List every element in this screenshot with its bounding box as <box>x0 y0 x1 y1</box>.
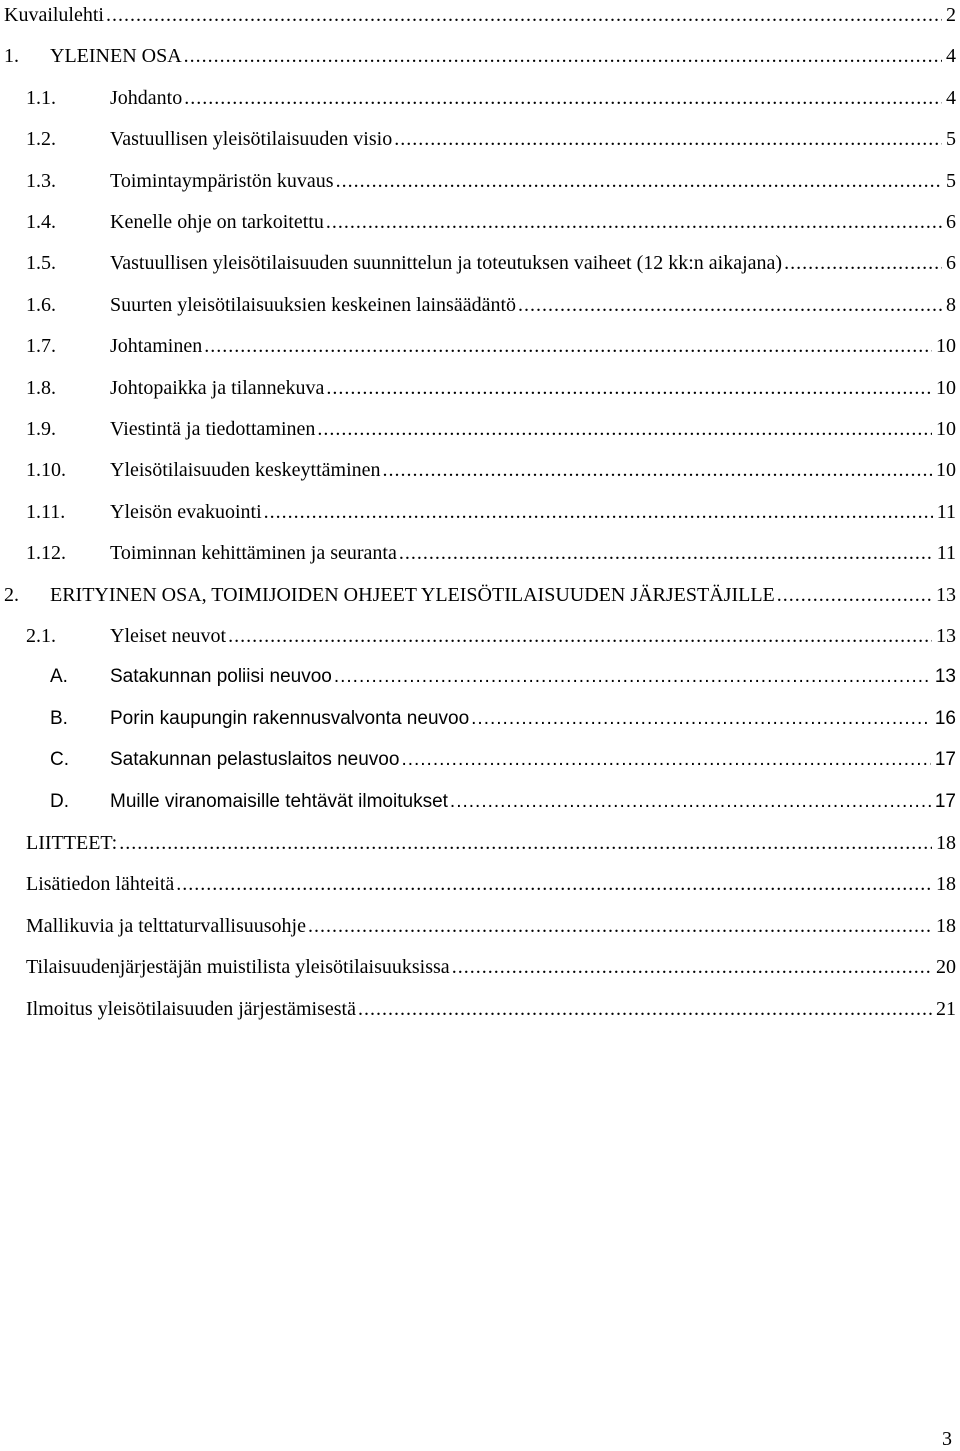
toc-entry-title: Muille viranomaisille tehtävät ilmoitukset <box>110 790 448 812</box>
toc-entry[interactable] <box>26 124 956 154</box>
toc-entry[interactable] <box>26 497 956 527</box>
dot-leader <box>471 704 931 734</box>
toc-entry-title: Yleisötilaisuuden keskeyttäminen <box>110 459 381 482</box>
toc-entry[interactable] <box>4 0 956 30</box>
toc-entry-title: Tilaisuudenjärjestäjän muistilista yleisötilaisuuksissa <box>26 956 450 979</box>
toc-entry-title: Mallikuvia ja telttaturvallisuusohje <box>26 914 306 937</box>
toc-entry[interactable] <box>26 869 956 899</box>
dot-leader <box>119 828 932 858</box>
toc-entry-page: 10 <box>936 376 956 399</box>
dot-leader <box>308 911 932 941</box>
toc-entry-number: 1.9. <box>26 418 56 440</box>
toc-entry-number: 1.3. <box>26 169 56 192</box>
toc-entry[interactable] <box>26 290 956 320</box>
toc-entry-number: 1.1. <box>26 86 56 109</box>
toc-entry-page: 5 <box>946 128 956 151</box>
toc-entry[interactable] <box>26 373 956 403</box>
dot-leader <box>401 745 930 775</box>
toc-entry[interactable] <box>26 621 956 651</box>
toc-entry-title: Ilmoitus yleisötilaisuuden järjestämisestä <box>26 997 356 1020</box>
dot-leader <box>383 455 933 485</box>
toc-entry-page: 18 <box>936 873 956 896</box>
toc-entry[interactable] <box>26 166 956 196</box>
toc-entry[interactable] <box>26 538 956 568</box>
toc-entry-page: 10 <box>936 459 956 482</box>
toc-entry[interactable] <box>26 828 956 858</box>
toc-entry-page: 4 <box>946 86 956 109</box>
toc-entry-title: Vastuullisen yleisötilaisuuden suunnittelun ja toteutuksen vaiheet (12 kk:n aikajana) <box>110 252 783 275</box>
toc-entry-number: 1.8. <box>26 376 56 399</box>
toc-entry-title: Kuvailulehti <box>4 4 104 26</box>
toc-entry[interactable] <box>26 952 956 982</box>
toc-entry-page: 5 <box>946 169 956 192</box>
dot-leader <box>334 662 931 692</box>
toc-entry-title: Johtopaikka ja tilannekuva <box>110 376 325 399</box>
toc-entry-title: Satakunnan pelastuslaitos neuvoo <box>110 749 400 771</box>
toc-entry-number: 1.11. <box>26 500 66 523</box>
toc-entry[interactable] <box>50 745 956 775</box>
toc-entry-number: 1.7. <box>26 335 56 358</box>
toc-entry-number: B. <box>50 707 68 729</box>
toc-entry-number: D. <box>50 790 69 812</box>
toc-entry-title: Toimintaympäristön kuvaus <box>110 169 334 192</box>
toc-entry-title: Yleisön evakuointi <box>110 500 262 523</box>
toc-entry-page: 11 <box>936 500 956 523</box>
dot-leader <box>336 166 942 196</box>
dot-leader <box>784 248 942 278</box>
toc-entry-title: Vastuullisen yleisötilaisuuden visio <box>110 128 393 151</box>
dot-leader <box>452 952 932 982</box>
toc-entry-number: 2. <box>4 583 19 606</box>
dot-leader <box>317 414 932 444</box>
toc-entry-number: 1.12. <box>26 542 66 565</box>
toc-entry-page: 18 <box>936 914 956 937</box>
toc-entry-page: 17 <box>934 749 956 771</box>
dot-leader <box>394 124 942 154</box>
toc-entry-title: Satakunnan poliisi neuvoo <box>110 666 332 688</box>
toc-entry-number: 1.6. <box>26 293 56 316</box>
dot-leader <box>450 787 931 817</box>
toc-entry-page: 13 <box>934 666 956 688</box>
toc-entry[interactable] <box>26 248 956 278</box>
toc-entry-title: Kenelle ohje on tarkoitettu <box>110 211 324 233</box>
toc-entry-title: Toiminnan kehittäminen ja seuranta <box>110 542 397 565</box>
toc-entry-number: 1.2. <box>26 128 56 151</box>
toc-entry-title: Johtaminen <box>110 335 203 358</box>
toc-entry[interactable] <box>26 83 956 113</box>
toc-entry-page: 8 <box>946 293 956 316</box>
dot-leader <box>264 497 933 527</box>
toc-entry[interactable] <box>26 994 956 1024</box>
toc-entry-number: 1. <box>4 45 19 68</box>
toc-entry-page: 13 <box>936 583 956 606</box>
dot-leader <box>358 994 932 1024</box>
toc-entry-page: 11 <box>936 542 956 565</box>
dot-leader <box>777 580 932 610</box>
toc-entry[interactable] <box>50 662 956 692</box>
toc-entry-number: 1.5. <box>26 252 56 275</box>
toc-entry[interactable] <box>26 455 956 485</box>
toc-entry-page: 6 <box>946 252 956 275</box>
toc-entry-number: 1.10. <box>26 459 66 482</box>
toc-entry-title: Porin kaupungin rakennusvalvonta neuvoo <box>110 707 470 729</box>
toc-entry-title: Johdanto <box>110 86 183 109</box>
toc-entry-number: 2.1. <box>26 625 56 647</box>
toc-entry[interactable] <box>26 207 956 237</box>
toc-entry-page: 18 <box>936 832 956 854</box>
dot-leader <box>518 290 942 320</box>
toc-entry[interactable] <box>50 704 956 734</box>
dot-leader <box>326 373 932 403</box>
dot-leader <box>326 207 942 237</box>
toc-entry-page: 10 <box>936 335 956 358</box>
toc-entry-page: 21 <box>936 997 956 1020</box>
toc-entry-number: A. <box>50 666 68 688</box>
toc-entry-title: LIITTEET: <box>26 832 118 854</box>
toc-entry[interactable] <box>26 414 956 444</box>
toc-entry-page: 13 <box>936 625 956 647</box>
dot-leader <box>184 83 942 113</box>
toc-entry[interactable] <box>50 787 956 817</box>
dot-leader <box>204 331 932 361</box>
toc-entry-page: 17 <box>934 790 956 812</box>
toc-entry-title: Lisätiedon lähteitä <box>26 873 175 896</box>
toc-entry-number: C. <box>50 749 69 771</box>
toc-entry-title: YLEINEN OSA <box>50 45 182 68</box>
toc-entry[interactable] <box>4 41 956 71</box>
toc-entry-page: 2 <box>946 4 956 26</box>
toc-entry-number: 1.4. <box>26 211 56 233</box>
dot-leader <box>106 0 942 30</box>
toc-entry-page: 10 <box>936 418 956 440</box>
toc-entry-title: Suurten yleisötilaisuuksien keskeinen lainsäädäntö <box>110 293 517 316</box>
toc-entry-page: 16 <box>934 707 956 729</box>
toc-entry-page: 6 <box>946 211 956 233</box>
dot-leader <box>399 538 933 568</box>
page-number: 3 <box>942 1428 952 1450</box>
toc-entry[interactable] <box>4 580 956 610</box>
toc-entry-page: 4 <box>946 45 956 68</box>
toc-entry[interactable] <box>26 331 956 361</box>
dot-leader <box>184 41 942 71</box>
toc-entry-title: Viestintä ja tiedottaminen <box>110 418 316 440</box>
dot-leader <box>176 869 932 899</box>
toc-entry[interactable] <box>26 911 956 941</box>
toc-entry-page: 20 <box>936 956 956 979</box>
toc-entry-title: Yleiset neuvot <box>110 625 227 647</box>
toc-entry-title: ERITYINEN OSA, TOIMIJOIDEN OHJEET YLEISÖTILAISUUDEN JÄRJESTÄJILLE <box>50 583 775 606</box>
dot-leader <box>228 621 932 651</box>
